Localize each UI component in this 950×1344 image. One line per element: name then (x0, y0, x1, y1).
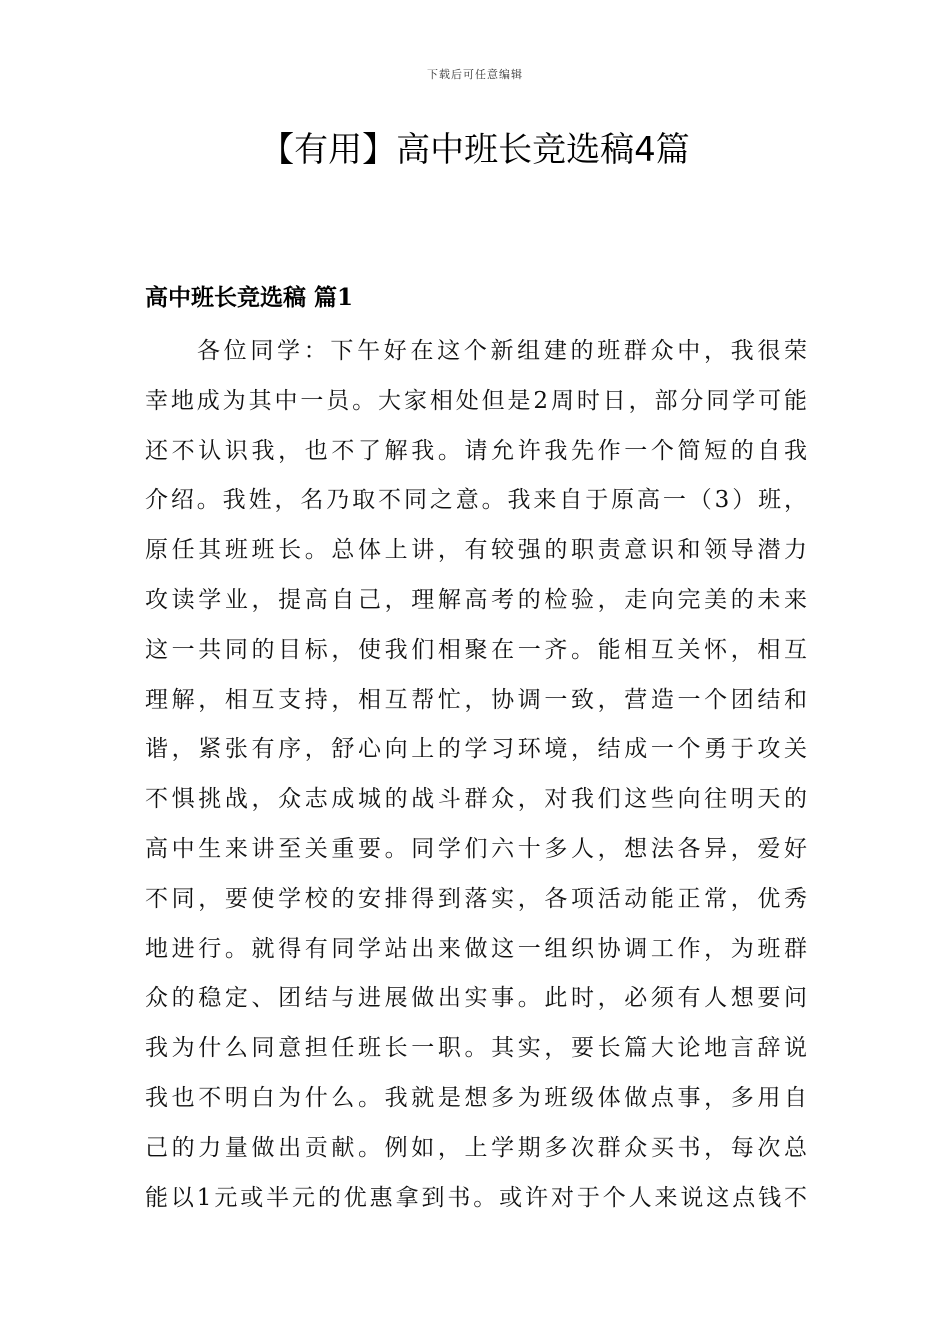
body-line: 众的稳定、团结与进展做出实事。此时，必须有人想要问 (145, 985, 807, 1012)
body-line: 攻读学业，提高自己，理解高考的检验，走向完美的未来 (145, 586, 807, 613)
body-line: 原任其班班长。总体上讲，有较强的职责意识和领导潜力 (145, 537, 807, 564)
body-line: 各位同学：下午好在这个新组建的班群众中，我很荣 (197, 338, 807, 364)
section-heading: 高中班长竞选稿 篇1 (145, 284, 354, 311)
body-line: 地进行。就得有同学站出来做这一组织协调工作，为班群 (145, 935, 807, 962)
body-line: 不惧挑战，众志成城的战斗群众，对我们这些向往明天的 (145, 786, 807, 813)
body-line: 不同，要使学校的安排得到落实，各项活动能正常，优秀 (145, 885, 807, 912)
body-line: 谐，紧张有序，舒心向上的学习环境，结成一个勇于攻关 (145, 736, 807, 763)
body-line: 这一共同的目标，使我们相聚在一齐。能相互关怀，相互 (145, 636, 807, 663)
body-line: 我也不明白为什么。我就是想多为班级体做点事，多用自 (145, 1084, 807, 1111)
body-text (145, 327, 807, 1223)
body-line: 介绍。我姓，名乃取不同之意。我来自于原高一（3）班， (145, 487, 807, 514)
body-line: 幸地成为其中一员。大家相处但是2周时日，部分同学可能 (145, 387, 807, 414)
body-line: 高中生来讲至关重要。同学们六十多人，想法各异，爱好 (145, 835, 807, 862)
document-title: 【有用】高中班长竞选稿4篇 (260, 130, 690, 170)
body-line: 己的力量做出贡献。例如，上学期多次群众买书，每次总 (145, 1134, 807, 1161)
body-line: 还不认识我，也不了解我。请允许我先作一个简短的自我 (145, 437, 807, 464)
header-note: 下载后可任意编辑 (427, 68, 523, 81)
body-line: 能以1元或半元的优惠拿到书。或许对于个人来说这点钱不 (145, 1184, 807, 1211)
body-line: 理解，相互支持，相互帮忙，协调一致，营造一个团结和 (145, 686, 807, 713)
body-line: 我为什么同意担任班长一职。其实，要长篇大论地言辞说 (145, 1035, 807, 1062)
